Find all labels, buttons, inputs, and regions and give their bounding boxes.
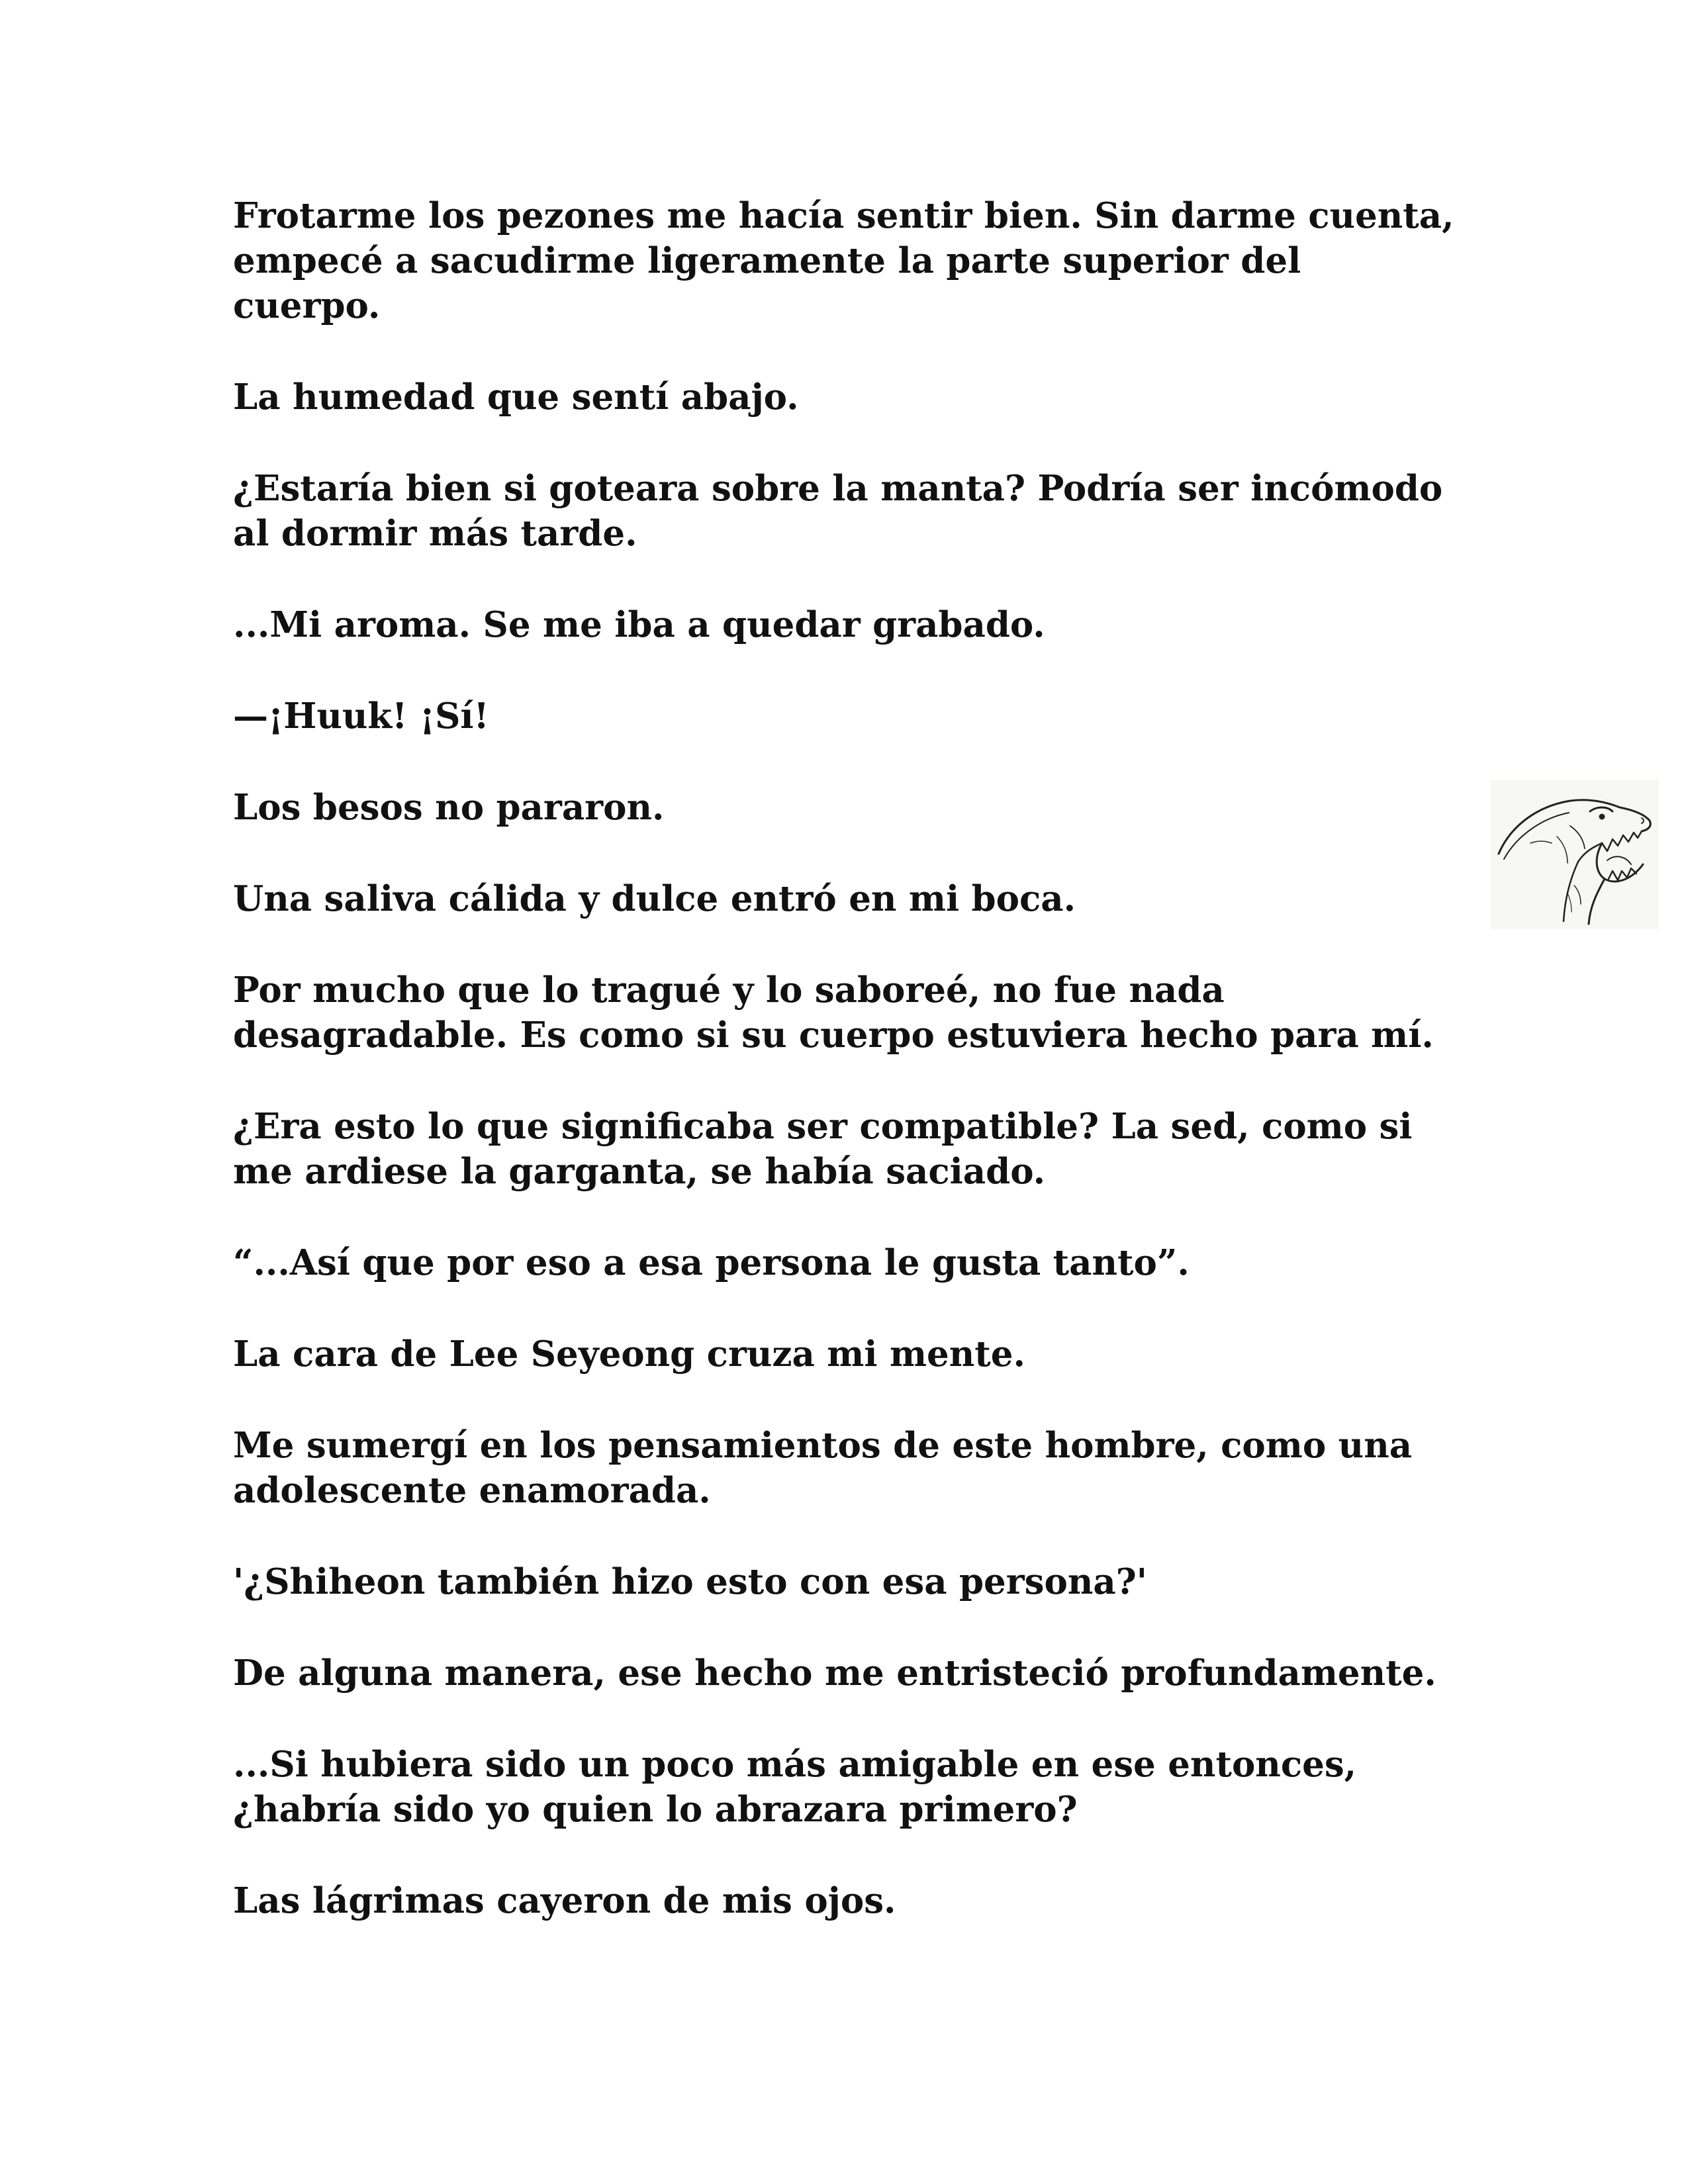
text-line: “...Así que por eso a esa persona le gusta tanto”. [233, 1242, 1190, 1283]
paragraph-2 [233, 375, 1491, 420]
text-line: ...Si hubiera sido un poco más amigable en ese entonces, [233, 1744, 1357, 1785]
text-line: Me sumergí en los pensamientos de este hombre, como una [233, 1425, 1413, 1466]
text-line: ¿Estaría bien si goteara sobre la manta? Podría ser incómodo [233, 468, 1443, 509]
text-line: ¿Era esto lo que significaba ser compatible? La sed, como si [233, 1106, 1413, 1147]
text-line: ...Mi aroma. Se me iba a quedar grabado. [233, 604, 1045, 645]
paragraph-16 [233, 1878, 1491, 1923]
paragraph-8 [233, 968, 1491, 1058]
paragraph-15 [233, 1742, 1491, 1832]
text-line: empecé a sacudirme ligeramente la parte superior del [233, 240, 1301, 281]
paragraph-12 [233, 1423, 1491, 1513]
paragraph-4 [233, 602, 1491, 647]
text-line: La cara de Lee Seyeong cruza mi mente. [233, 1334, 1025, 1375]
text-line: '¿Shiheon también hizo esto con esa persona?' [233, 1561, 1148, 1602]
paragraph-1 [233, 193, 1491, 328]
text-line: De alguna manera, ese hecho me entristeció profundamente. [233, 1653, 1436, 1694]
paragraph-14 [233, 1651, 1491, 1696]
paragraph-11 [233, 1332, 1491, 1377]
paragraph-6 [233, 785, 1491, 830]
text-line: desagradable. Es como si su cuerpo estuviera hecho para mí. [233, 1015, 1434, 1056]
paragraph-3 [233, 466, 1491, 556]
paragraph-13 [233, 1559, 1491, 1604]
text-line: Los besos no pararon. [233, 787, 665, 828]
text-line: adolescente enamorada. [233, 1470, 711, 1511]
paragraph-10 [233, 1240, 1491, 1285]
text-line: Frotarme los pezones me hacía sentir bien. Sin darme cuenta, [233, 195, 1454, 236]
text-line: me ardiese la garganta, se había saciado. [233, 1151, 1046, 1192]
text-line: cuerpo. [233, 285, 381, 326]
paragraph-9 [233, 1104, 1491, 1194]
paragraph-7 [233, 876, 1491, 921]
text-line: al dormir más tarde. [233, 513, 637, 554]
text-line: ¿habría sido yo quien lo abrazara primero? [233, 1789, 1078, 1830]
text-line: La humedad que sentí abajo. [233, 377, 799, 418]
text-line: Una saliva cálida y dulce entró en mi boca. [233, 878, 1076, 919]
text-line: Por mucho que lo tragué y lo saboreé, no fue nada [233, 970, 1225, 1011]
text-line: Las lágrimas cayeron de mis ojos. [233, 1880, 896, 1921]
text-line: —¡Huuk! ¡Sí! [233, 696, 489, 737]
paragraph-5 [233, 694, 1491, 739]
dinosaur-head-sketch-icon [1491, 780, 1659, 929]
document-body [233, 193, 1491, 1970]
